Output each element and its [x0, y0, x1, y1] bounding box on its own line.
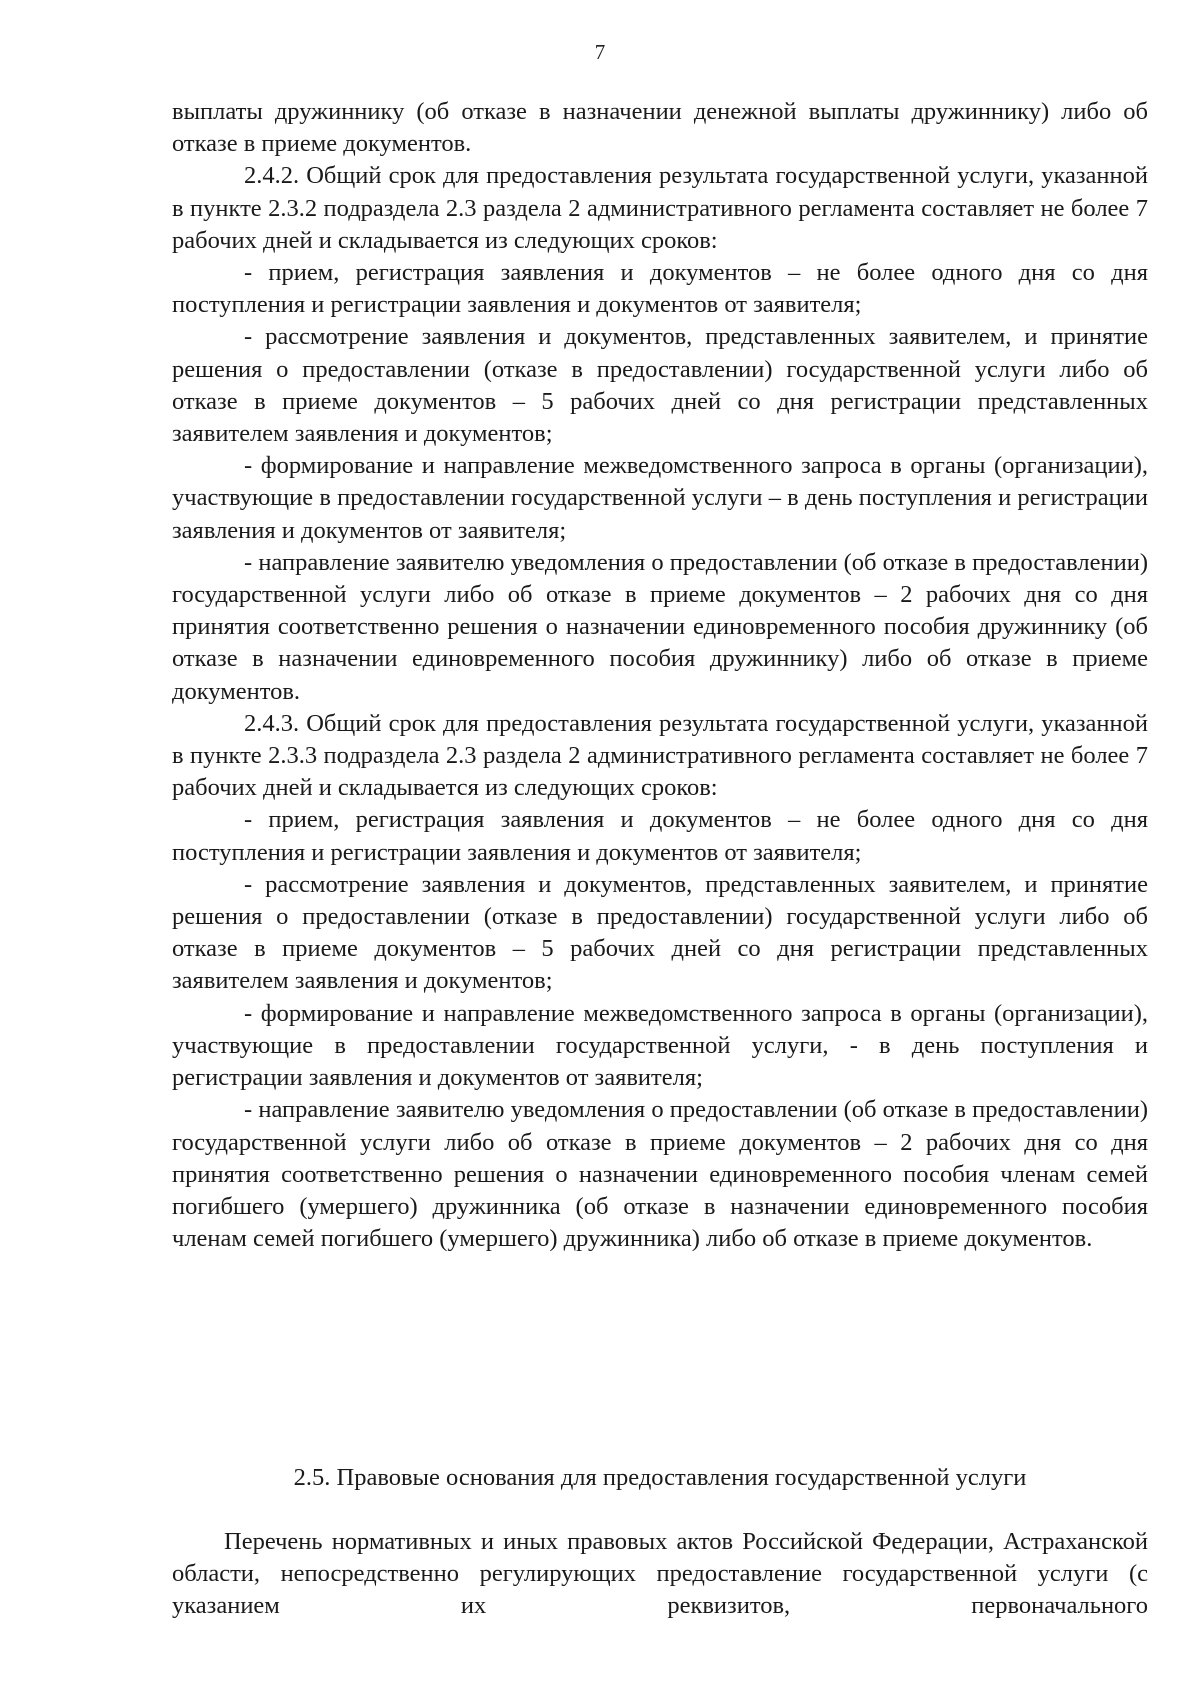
document-body [172, 96, 1148, 1255]
list-item: - формирование и направление межведомственного запроса в органы (организации), участвующие в предоставлении государственной услуги – в день поступления и регистрации заявления и документов от заявителя; [172, 452, 1148, 544]
paragraph: Перечень нормативных и иных правовых актов Российской Федерации, Астраханской области, непосредственно регулирующих предоставление государственной услуги (с указанием их реквизитов, первоначального [172, 1528, 1148, 1620]
list-item: - рассмотрение заявления и документов, представленных заявителем, и принятие решения о предоставлении (отказе в предоставлении) государственной услуги либо об отказе в приеме документов – 5 рабочих дней со дня регистрации представленных заявителем заявления и документов; [172, 323, 1148, 448]
list-item: - направление заявителю уведомления о предоставлении (об отказе в предоставлении) государственной услуги либо об отказе в приеме документов – 2 рабочих дня со дня принятия соответственно решения о назначении единовременного пособия членам семей погибшего (умершего) дружинника (об отказе в назначении единовременного пособия членам семей погибшего (умершего) дружинника) либо об отказе в приеме документов. [172, 1096, 1148, 1253]
list-item: - направление заявителю уведомления о предоставлении (об отказе в предоставлении) государственной услуги либо об отказе в приеме документов – 2 рабочих дня со дня принятия соответственно решения о назначении единовременного пособия дружиннику (об отказе в назначении единовременного пособия дружиннику) либо об отказе в приеме документов. [172, 548, 1148, 705]
list-item: - прием, регистрация заявления и документов – не более одного дня со дня поступления и регистрации заявления и документов от заявителя; [172, 259, 1148, 319]
paragraph: 2.4.3. Общий срок для предоставления результата государственной услуги, указанной в пункте 2.3.3 подраздела 2.3 раздела 2 административного регламента составляет не более 7 рабочих дней и складывается из следующих сроков: [172, 709, 1148, 802]
list-item: - формирование и направление межведомственного запроса в органы (организации), участвующие в предоставлении государственной услуги, - в день поступления и регистрации заявления и документов от заявителя; [172, 999, 1148, 1092]
page-number: 7 [594, 40, 606, 64]
section-body [172, 1526, 1148, 1623]
list-item: - рассмотрение заявления и документов, представленных заявителем, и принятие решения о предоставлении (отказе в предоставлении) государственной услуги либо об отказе в приеме документов – 5 рабочих дней со дня регистрации представленных заявителем заявления и документов; [172, 870, 1148, 995]
paragraph: 2.4.2. Общий срок для предоставления результата государственной услуги, указанной в пункте 2.3.2 подраздела 2.3 раздела 2 административного регламента составляет не более 7 рабочих дней и складывается из следующих сроков: [172, 162, 1148, 254]
paragraph: выплаты дружиннику (об отказе в назначении денежной выплаты дружиннику) либо об отказе в приеме документов. [172, 98, 1148, 158]
list-item: - прием, регистрация заявления и документов – не более одного дня со дня поступления и регистрации заявления и документов от заявителя; [172, 806, 1148, 866]
section-heading: 2.5. Правовые основания для предоставления государственной услуги [293, 1464, 1027, 1491]
